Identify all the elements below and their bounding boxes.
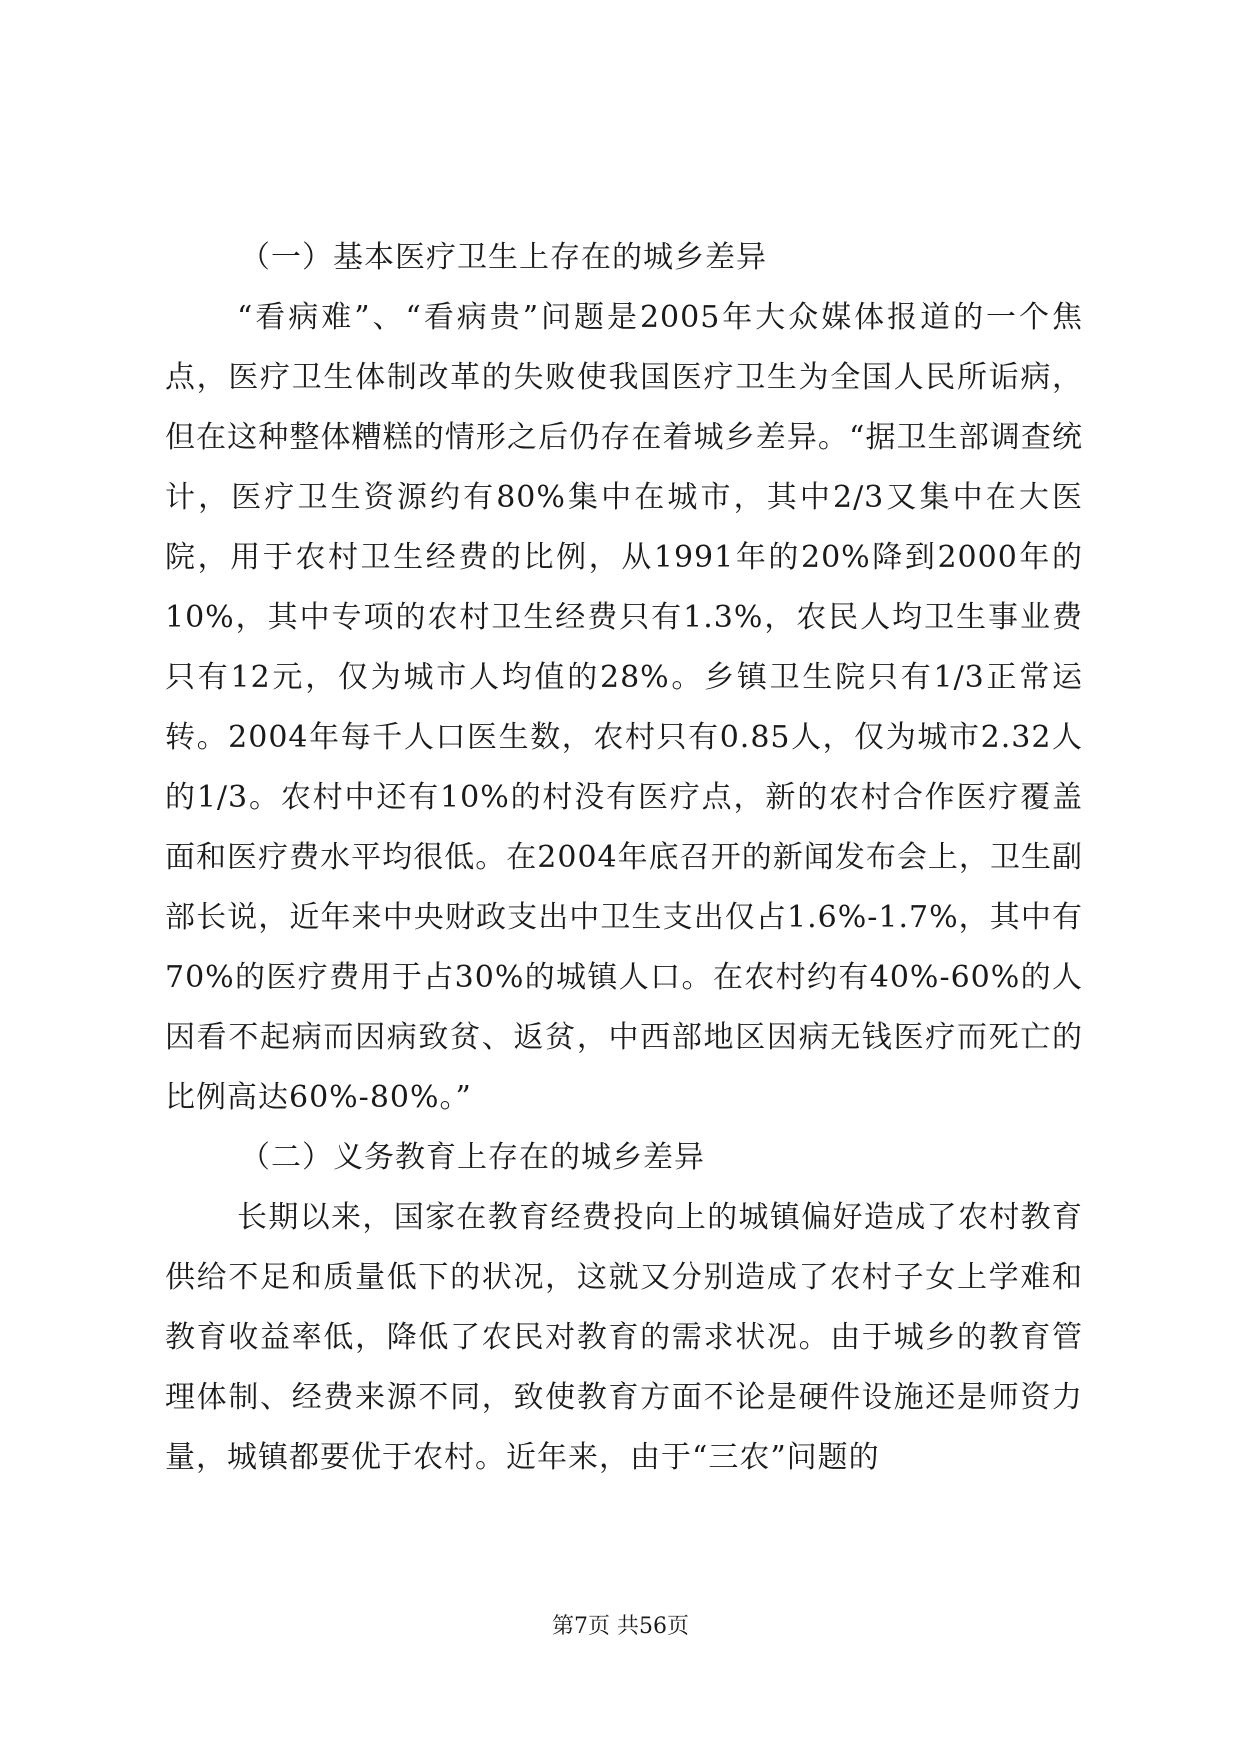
paragraph-education-disparity: 长期以来，国家在教育经费投向上的城镇偏好造成了农村教育供给不足和质量低下的状况，这就又分别造成了农村子女上学难和教育收益率低，降低了农民对教育的需求状况。由于城乡的教育管理体制、经费来源不同，致使教育方面不论是硬件设施还是师资力量，城镇都要优于农村。近年来，由于“三农”问题的 — [165, 1200, 1083, 1475]
section-heading-healthcare: （一）基本医疗卫生上存在的城乡差异 — [240, 240, 767, 275]
document-body — [165, 228, 1083, 1488]
page-number-footer: 第7页 共56页 — [552, 1614, 689, 1639]
section-heading-education: （二）义务教育上存在的城乡差异 — [240, 1140, 705, 1175]
paragraph-healthcare-disparity: “看病难”、“看病贵”问题是2005年大众媒体报道的一个焦点，医疗卫生体制改革的失败使我国医疗卫生为全国人民所诟病，但在这种整体糟糕的情形之后仍存在着城乡差异。“据卫生部调查统计，医疗卫生资源约有80%集中在城市，其中2/3又集中在大医院，用于农村卫生经费的比例，从1991年的20%降到2000年的10%，其中专项的农村卫生经费只有1.3%，农民人均卫生事业费只有12元，仅为城市人均值的28%。乡镇卫生院只有1/3正常运转。2004年每千人口医生数，农村只有0.85人，仅为城市2.32人的1/3。农村中还有10%的村没有医疗点，新的农村合作医疗覆盖面和医疗费水平均很低。在2004年底召开的新闻发布会上，卫生副部长说，近年来中央财政支出中卫生支出仅占1.6%-1.7%，其中有70%的医疗费用于占30%的城镇人口。在农村约有40%-60%的人因看不起病而因病致贫、返贫，中西部地区因病无钱医疗而死亡的比例高达60%-80%。” — [165, 300, 1083, 1115]
